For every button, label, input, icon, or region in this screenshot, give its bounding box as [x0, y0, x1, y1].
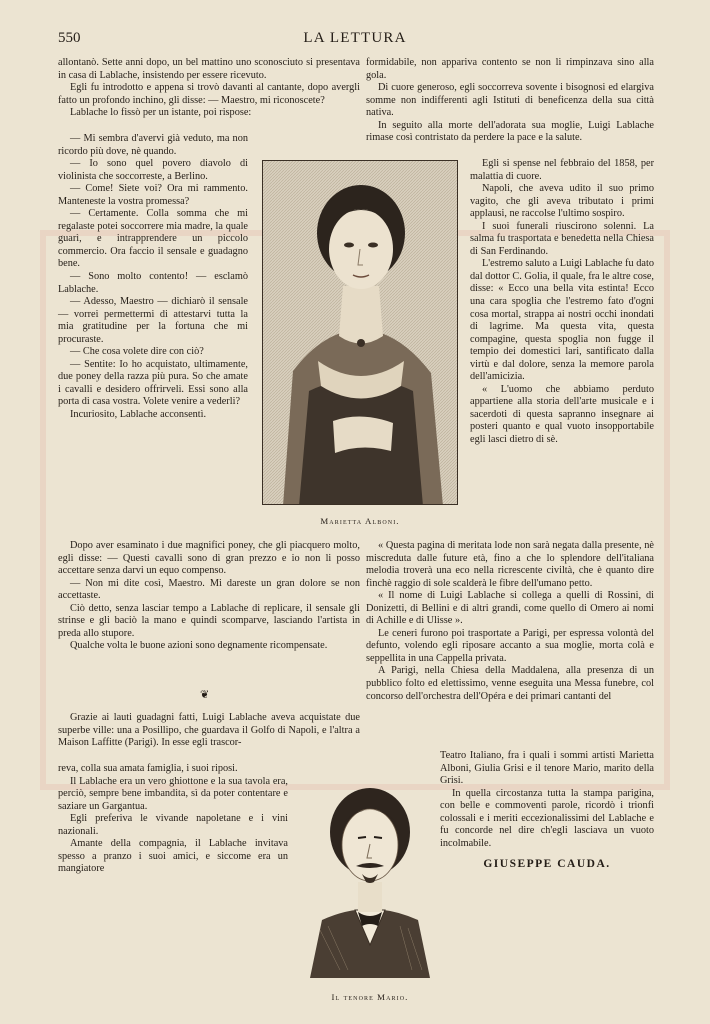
right-column-bottom-narrow [440, 750, 654, 871]
left-column-bottom-wide [58, 712, 360, 750]
paragraph: « Questa pagina di meritata lode non sarà negata dalla presente, nè miscreduta dalle future età, fino a che lo splendore dell'italiana melodia troverà una eco nella ricrescente civiltà, che è quanto dire finchè raggio di sole scalderà le fibre dell'umano petto. [366, 540, 654, 589]
figure-caption: Marietta Alboni. [320, 516, 400, 526]
paragraph: allontanò. Sette anni dopo, un bel mattino uno sconosciuto si presentava in casa di Lablache, insistendo per essere ricevuto. [58, 57, 360, 81]
paragraph: Incuriosito, Lablache acconsentì. [70, 409, 207, 421]
page-header [58, 30, 652, 50]
paragraph: Teatro Italiano, fra i quali i sommi artisti Marietta Alboni, Giulia Grisi e il tenore Mario, marito della Grisi. [440, 750, 654, 787]
paragraph: — Io sono quel povero diavolo di violinista che soccorreste, a Berlino. [58, 158, 248, 182]
right-column-mid [366, 540, 654, 703]
portrait-illustration [263, 161, 458, 505]
page-number: 550 [58, 30, 81, 46]
paragraph: In quella circostanza tutta la stampa parigina, con belle e commoventi parole, ricordò i trionfi colossali e i meriti eccezionalissimi del Lablache e fu concorde nel dire ch'egli lasciava un vuoto incolmabile. [440, 787, 654, 849]
section-ornament: ❦ [200, 689, 210, 701]
engraving-illustration [300, 770, 440, 978]
right-column-narrow [470, 158, 654, 447]
paragraph: — Mi sembra d'avervi già veduto, ma non ricordo più dove, nè quando. [58, 133, 248, 157]
paragraph: Grazie ai lauti guadagni fatti, Luigi Lablache aveva acquistate due superbe ville: una a Posillipo, che guardava il Golfo di Napoli, e l'altra a Maison Laffitte (Parigi). In esse egli trascor- [58, 712, 360, 749]
paragraph: « L'uomo che abbiamo perduto appartiene alla storia dell'arte musicale e i sacerdoti di questa sapranno insegnare ai posteri quanto e qual vuoto insopportabile egli lasci dietro di sè. [470, 383, 654, 446]
paragraph: — Come! Siete voi? Ora mi rammento. Manteneste la vostra promessa? [58, 183, 248, 207]
right-column-top [366, 57, 654, 145]
portrait-tenore-mario [300, 770, 440, 978]
paragraph: Il Lablache era un vero ghiottone e la sua tavola era, perciò, sempre bene imbandita, sì da poter contentare e saziare un Gargantua. [58, 775, 288, 812]
paragraph: A Parigi, nella Chiesa della Maddalena, alla presenza di un pubblico folto ed elettissimo, venne eseguita una Messa funebre, col concorso dell'orchestra dell'Opéra e dei primari cantanti del [366, 665, 654, 702]
paragraph: In seguito alla morte dell'adorata sua moglie, Luigi Lablache rimase così contristato da perdere la pace e la salute. [366, 119, 654, 144]
figure-caption: Il tenore Mario. [331, 992, 409, 1002]
paragraph: Di cuore generoso, egli soccorreva sovente i bisognosi ed elargiva somme non indifferenti agli Istituti di beneficenza della sua città nativa. [366, 82, 654, 119]
author-signature: GIUSEPPE CAUDA. [483, 858, 611, 871]
paragraph: Egli fu introdotto e appena si trovò davanti al cantante, dopo avergli fatto un profondo inchino, gli disse: — Maestro, mi riconoscete? [58, 82, 360, 106]
paragraph: Napoli, che aveva udito il suo primo vagito, che gli aveva tributato i primi applausi, ne raccolse l'ultimo sospiro. [470, 183, 654, 220]
paragraph: Egli preferiva le vivande napoletane e i vini nazionali. [58, 813, 288, 837]
paragraph: I suoi funerali riuscirono solenni. La salma fu trasportata e benedetta nella Chiesa di San Ferdinando. [470, 220, 654, 257]
paragraph: Qualche volta le buone azioni sono degnamente ricompensate. [70, 640, 328, 652]
left-column-top [58, 57, 360, 120]
paragraph: Ciò detto, senza lasciar tempo a Lablache di replicare, il sensale gli strinse e gli baciò la mano e quindi scomparve, lasciando l'artista in preda allo stupore. [58, 602, 360, 639]
paragraph: reva, colla sua amata famiglia, i suoi riposi. [58, 763, 238, 774]
left-column-bottom-narrow [58, 763, 288, 876]
paragraph: Lablache lo fissò per un istante, poi rispose: [70, 107, 252, 119]
paragraph: — Sentite: Io ho acquistato, ultimamente, due poney della razza più pura. So che amate i cavalli e desidero offrirveli. Essi sono alla porta di casa vostra. Volete venire a vederli? [58, 358, 248, 408]
paragraph: — Sono molto contento! — esclamò Lablache. [58, 271, 248, 295]
paragraph: — Che cosa volete dire con ciò? [70, 346, 204, 358]
paragraph: — Certamente. Colla somma che mi regalaste potei soccorrere mia madre, la quale guarì, e intrapprendere un piccolo commercio. Ora faccio il sensale e guadagno bene. [58, 208, 248, 270]
paragraph: — Non mi dite così, Maestro. Mi dareste un gran dolore se non accettaste. [58, 577, 360, 602]
paragraph: Dopo aver esaminato i due magnifici poney, che gli piacquero molto, egli disse: — Questi cavalli sono di gran prezzo e io non li posso accettare senza darvi un equo compenso. [58, 540, 360, 577]
left-column-narrow [58, 133, 248, 422]
paragraph: L'estremo saluto a Luigi Lablache fu dato dal dottor C. Golia, il quale, fra le altre cose, disse: « Ecco una bella vita estinta! Ecco una cara spoglia che l'estremo fato d'ogni cosa mortal, strappa ai nostri occhi inondati di lagrime. Ma questa vita, questa compagine, questa spoglia non fugge il tempio dei domestici lari, santificato dalla virtù e dal dolore, senza la memore parola dell'amicizia. [470, 258, 654, 383]
running-title: LA LETTURA [303, 30, 407, 46]
paragraph: « Il nome di Luigi Lablache si collega a quelli di Rossini, di Donizetti, di Bellini e di altri grandi, come quello di Omero ai nomi di Achille e di Ulisse ». [366, 590, 654, 627]
paragraph: formidabile, non appariva contento se non li rimpinzava sino alla gola. [366, 57, 654, 81]
paragraph: Amante della compagnia, il Lablache invitava spesso a pranzo i suoi amici, e siccome era un mangiatore [58, 838, 288, 875]
left-column-mid [58, 540, 360, 653]
paragraph: — Adesso, Maestro — dichiarò il sensale — vorrei permettermi di attestarvi tutta la mia gratitudine per la fortuna che mi procuraste. [58, 296, 248, 345]
paragraph: Le ceneri furono poi trasportate a Parigi, per espressa volontà del defunto, volendo egli riposare accanto a sua moglie, morta colà e seppellita in una Cappella privata. [366, 627, 654, 664]
portrait-marietta-alboni [262, 160, 458, 505]
paragraph: Egli si spense nel febbraio del 1858, per malattia di cuore. [470, 158, 654, 182]
